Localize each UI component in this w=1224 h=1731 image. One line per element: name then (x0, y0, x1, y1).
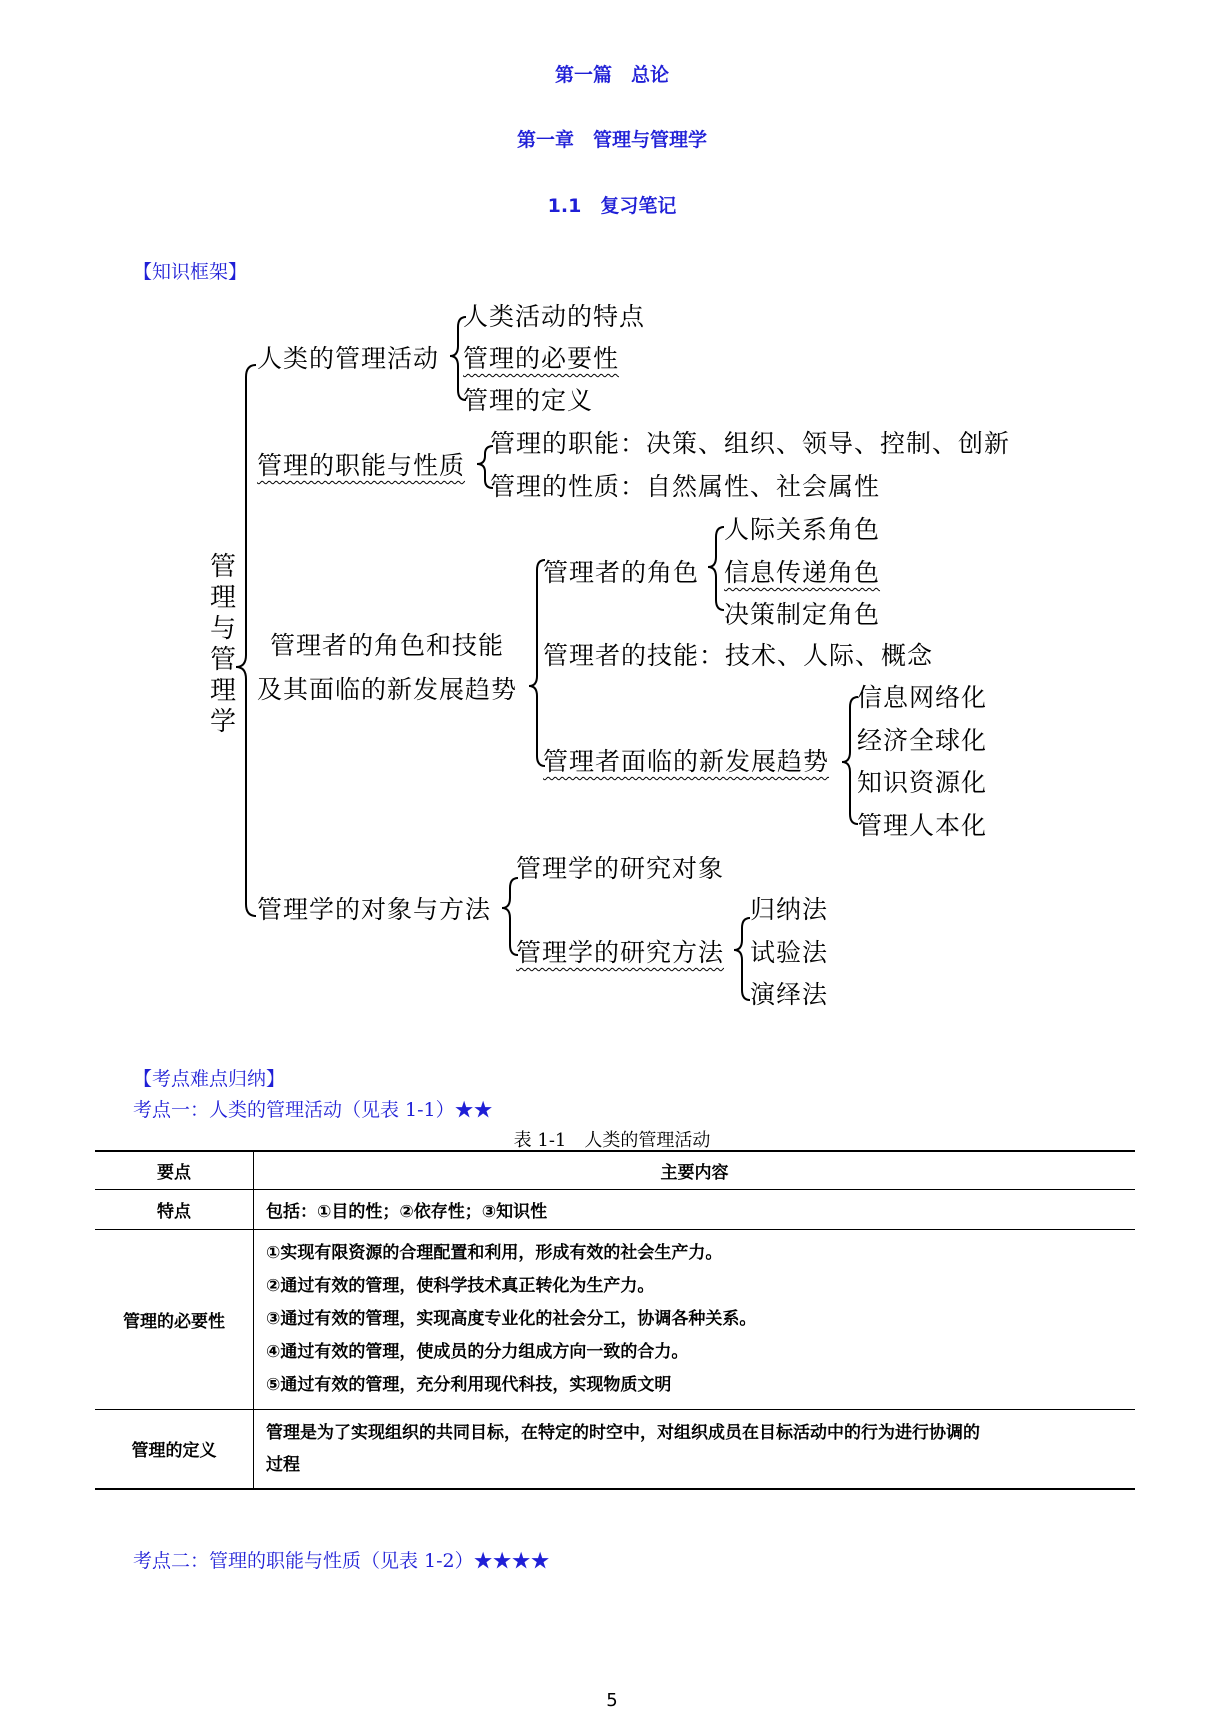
key-point-1: 考点一：人类的管理活动（见表 1-1）★★ (133, 1099, 493, 1121)
node-trend-knowledge: 知识资源化 (857, 768, 988, 797)
node-trend-globalization: 经济全球化 (857, 726, 988, 755)
branch-roles-skills-line1: 管理者的角色和技能 (270, 631, 505, 660)
node-research-methods: 管理学的研究方法 (516, 938, 725, 967)
node-interpersonal-role: 人际关系角色 (724, 515, 881, 544)
necessity-line: ②通过有效的管理，使科学技术真正转化为生产力。 (266, 1275, 655, 1296)
key-points-label: 【考点难点归纳】 (133, 1068, 286, 1090)
node-research-object: 管理学的研究对象 (516, 854, 725, 883)
node-trend-humanistic: 管理人本化 (857, 811, 988, 840)
table-cell-content (254, 1409, 1136, 1489)
node-new-trends: 管理者面临的新发展趋势 (543, 747, 830, 776)
definition-line: 过程 (266, 1454, 300, 1475)
table-caption: 表 1-1 人类的管理活动 (513, 1130, 711, 1151)
branch-human-management: 人类的管理活动 (257, 344, 440, 373)
table-cell-content: 包括：①目的性；②依存性；③知识性 (254, 1189, 1136, 1229)
management-activity-table (95, 1150, 1135, 1490)
chapter-title: 第一章 管理与管理学 (516, 129, 707, 151)
node-trend-information: 信息网络化 (857, 683, 988, 712)
definition-line: 管理是为了实现组织的共同目标，在特定的时空中，对组织成员在目标活动中的行为进行协调的 (266, 1422, 980, 1443)
page-number: 5 (606, 1690, 618, 1711)
node-management-nature: 管理的性质：自然属性、社会属性 (490, 472, 881, 501)
table-cell-key: 管理的定义 (95, 1409, 254, 1489)
branch-roles-skills-line2: 及其面临的新发展趋势 (257, 675, 518, 704)
part-title: 第一篇 总论 (554, 64, 669, 86)
table-cell-key: 特点 (95, 1189, 254, 1229)
table-cell-key: 管理的必要性 (95, 1229, 254, 1409)
mindmap-root: 管理与管理学 (209, 552, 236, 737)
table-header-row (95, 1151, 1135, 1189)
key-point-2: 考点二：管理的职能与性质（见表 1-2）★★★★ (133, 1550, 550, 1572)
knowledge-framework-label: 【知识框架】 (133, 261, 248, 283)
table-header-key: 要点 (95, 1151, 254, 1189)
node-method-experiment: 试验法 (750, 938, 829, 967)
table-row (95, 1229, 1135, 1409)
node-management-functions: 管理的职能：决策、组织、领导、控制、创新 (490, 429, 1011, 458)
necessity-line: ③通过有效的管理，实现高度专业化的社会分工，协调各种关系。 (266, 1308, 757, 1329)
node-method-induction: 归纳法 (750, 895, 829, 924)
table-header-content: 主要内容 (254, 1151, 1136, 1189)
node-manager-roles: 管理者的角色 (543, 558, 700, 587)
node-management-necessity: 管理的必要性 (463, 344, 620, 373)
section-title: 1.1 复习笔记 (547, 195, 677, 217)
necessity-line: ④通过有效的管理，使成员的分力组成方向一致的合力。 (266, 1341, 689, 1362)
node-informational-role: 信息传递角色 (724, 558, 881, 587)
node-decisional-role: 决策制定角色 (724, 600, 881, 629)
node-manager-skills: 管理者的技能：技术、人际、概念 (543, 641, 934, 670)
table-cell-content (254, 1229, 1136, 1409)
node-management-definition: 管理的定义 (463, 386, 594, 415)
branch-functions-nature: 管理的职能与性质 (257, 451, 466, 480)
branch-object-methods: 管理学的对象与方法 (257, 895, 492, 924)
necessity-line: ①实现有限资源的合理配置和利用，形成有效的社会生产力。 (266, 1242, 723, 1263)
necessity-line: ⑤通过有效的管理，充分利用现代科技，实现物质文明 (266, 1374, 672, 1395)
node-method-deduction: 演绎法 (750, 980, 829, 1009)
table-row (95, 1409, 1135, 1489)
node-activity-features: 人类活动的特点 (463, 302, 646, 331)
table-row (95, 1189, 1135, 1229)
